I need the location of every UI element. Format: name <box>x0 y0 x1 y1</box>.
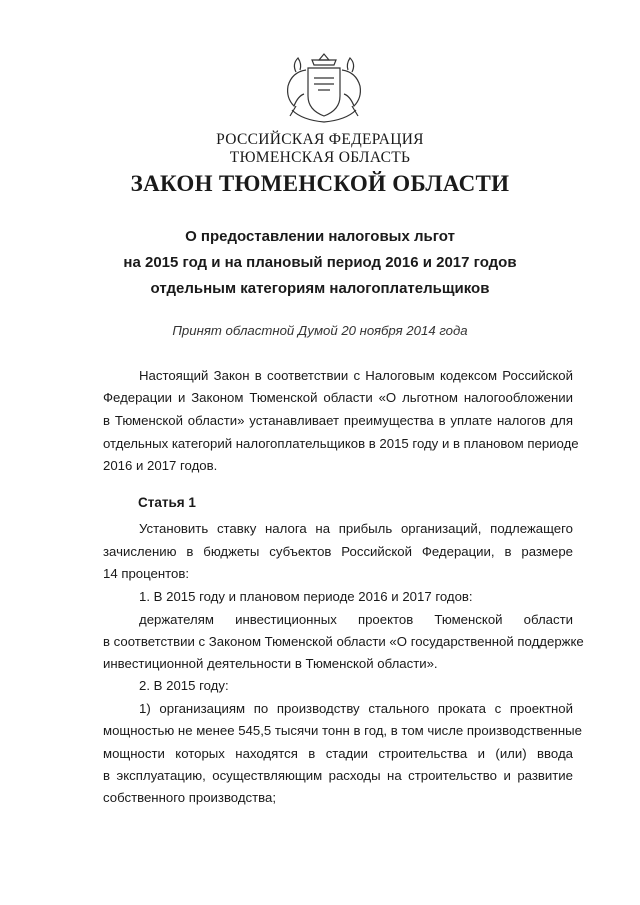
article-1-sub-1-line-1: 1) организациям по производству стального проката с проектной <box>139 701 573 716</box>
preamble-line-2: Федерации и Законом Тюменской области «О льготном налогообложении <box>103 390 573 405</box>
article-1-para-line-3: 14 процентов: <box>103 566 190 581</box>
article-1-sub-1-line-3: мощности которых находятся в стадии строительства и (или) ввода <box>103 746 573 761</box>
adoption-note: Принят областной Думой 20 ноября 2014 года <box>172 323 468 338</box>
article-1-para-line-2: зачислению в бюджеты субъектов Российской Федерации, в размере <box>103 544 573 559</box>
article-1-item-1-text-line-3: инвестиционной деятельности в Тюменской области». <box>103 656 438 671</box>
header-country: РОССИЙСКАЯ ФЕДЕРАЦИЯ <box>216 131 424 148</box>
law-title-line-2: на 2015 год и на плановый период 2016 и 2017 годов <box>123 254 517 271</box>
article-1-sub-1-line-4: в эксплуатацию, осуществляющим расходы на строительство и развитие <box>103 768 573 783</box>
law-title-line-3: отдельным категориям налогоплательщиков <box>150 280 490 297</box>
header-region: ТЮМЕНСКАЯ ОБЛАСТЬ <box>229 149 411 166</box>
coat-of-arms-emblem <box>278 48 370 128</box>
article-1-item-2: 2. В 2015 году: <box>139 678 229 693</box>
article-1-item-1-text-line-2: в соответствии с Законом Тюменской области «О государственной поддержке <box>103 634 584 649</box>
preamble-line-1: Настоящий Закон в соответствии с Налоговым кодексом Российской <box>139 368 573 383</box>
law-title-line-1: О предоставлении налоговых льгот <box>185 228 455 245</box>
preamble-line-5: 2016 и 2017 годов. <box>103 458 218 473</box>
document-type-heading: ЗАКОН ТЮМЕНСКОЙ ОБЛАСТИ <box>130 171 510 196</box>
article-1-item-1-text-line-1: держателям инвестиционных проектов Тюменской области <box>139 612 573 627</box>
article-1-sub-1-line-2: мощностью не менее 545,5 тысячи тонн в год, в том числе производственные <box>103 723 582 738</box>
article-1-heading: Статья 1 <box>138 495 196 510</box>
article-1-sub-1-line-5: собственного производства; <box>103 790 277 805</box>
article-1-para-line-1: Установить ставку налога на прибыль организаций, подлежащего <box>139 521 573 536</box>
preamble-line-3: в Тюменской области» устанавливает преимущества в уплате налогов для <box>103 413 573 428</box>
preamble-line-4: отдельных категорий налогоплательщиков в 2015 году и в плановом периоде <box>103 436 579 451</box>
article-1-item-1: 1. В 2015 году и плановом периоде 2016 и 2017 годов: <box>139 589 473 604</box>
